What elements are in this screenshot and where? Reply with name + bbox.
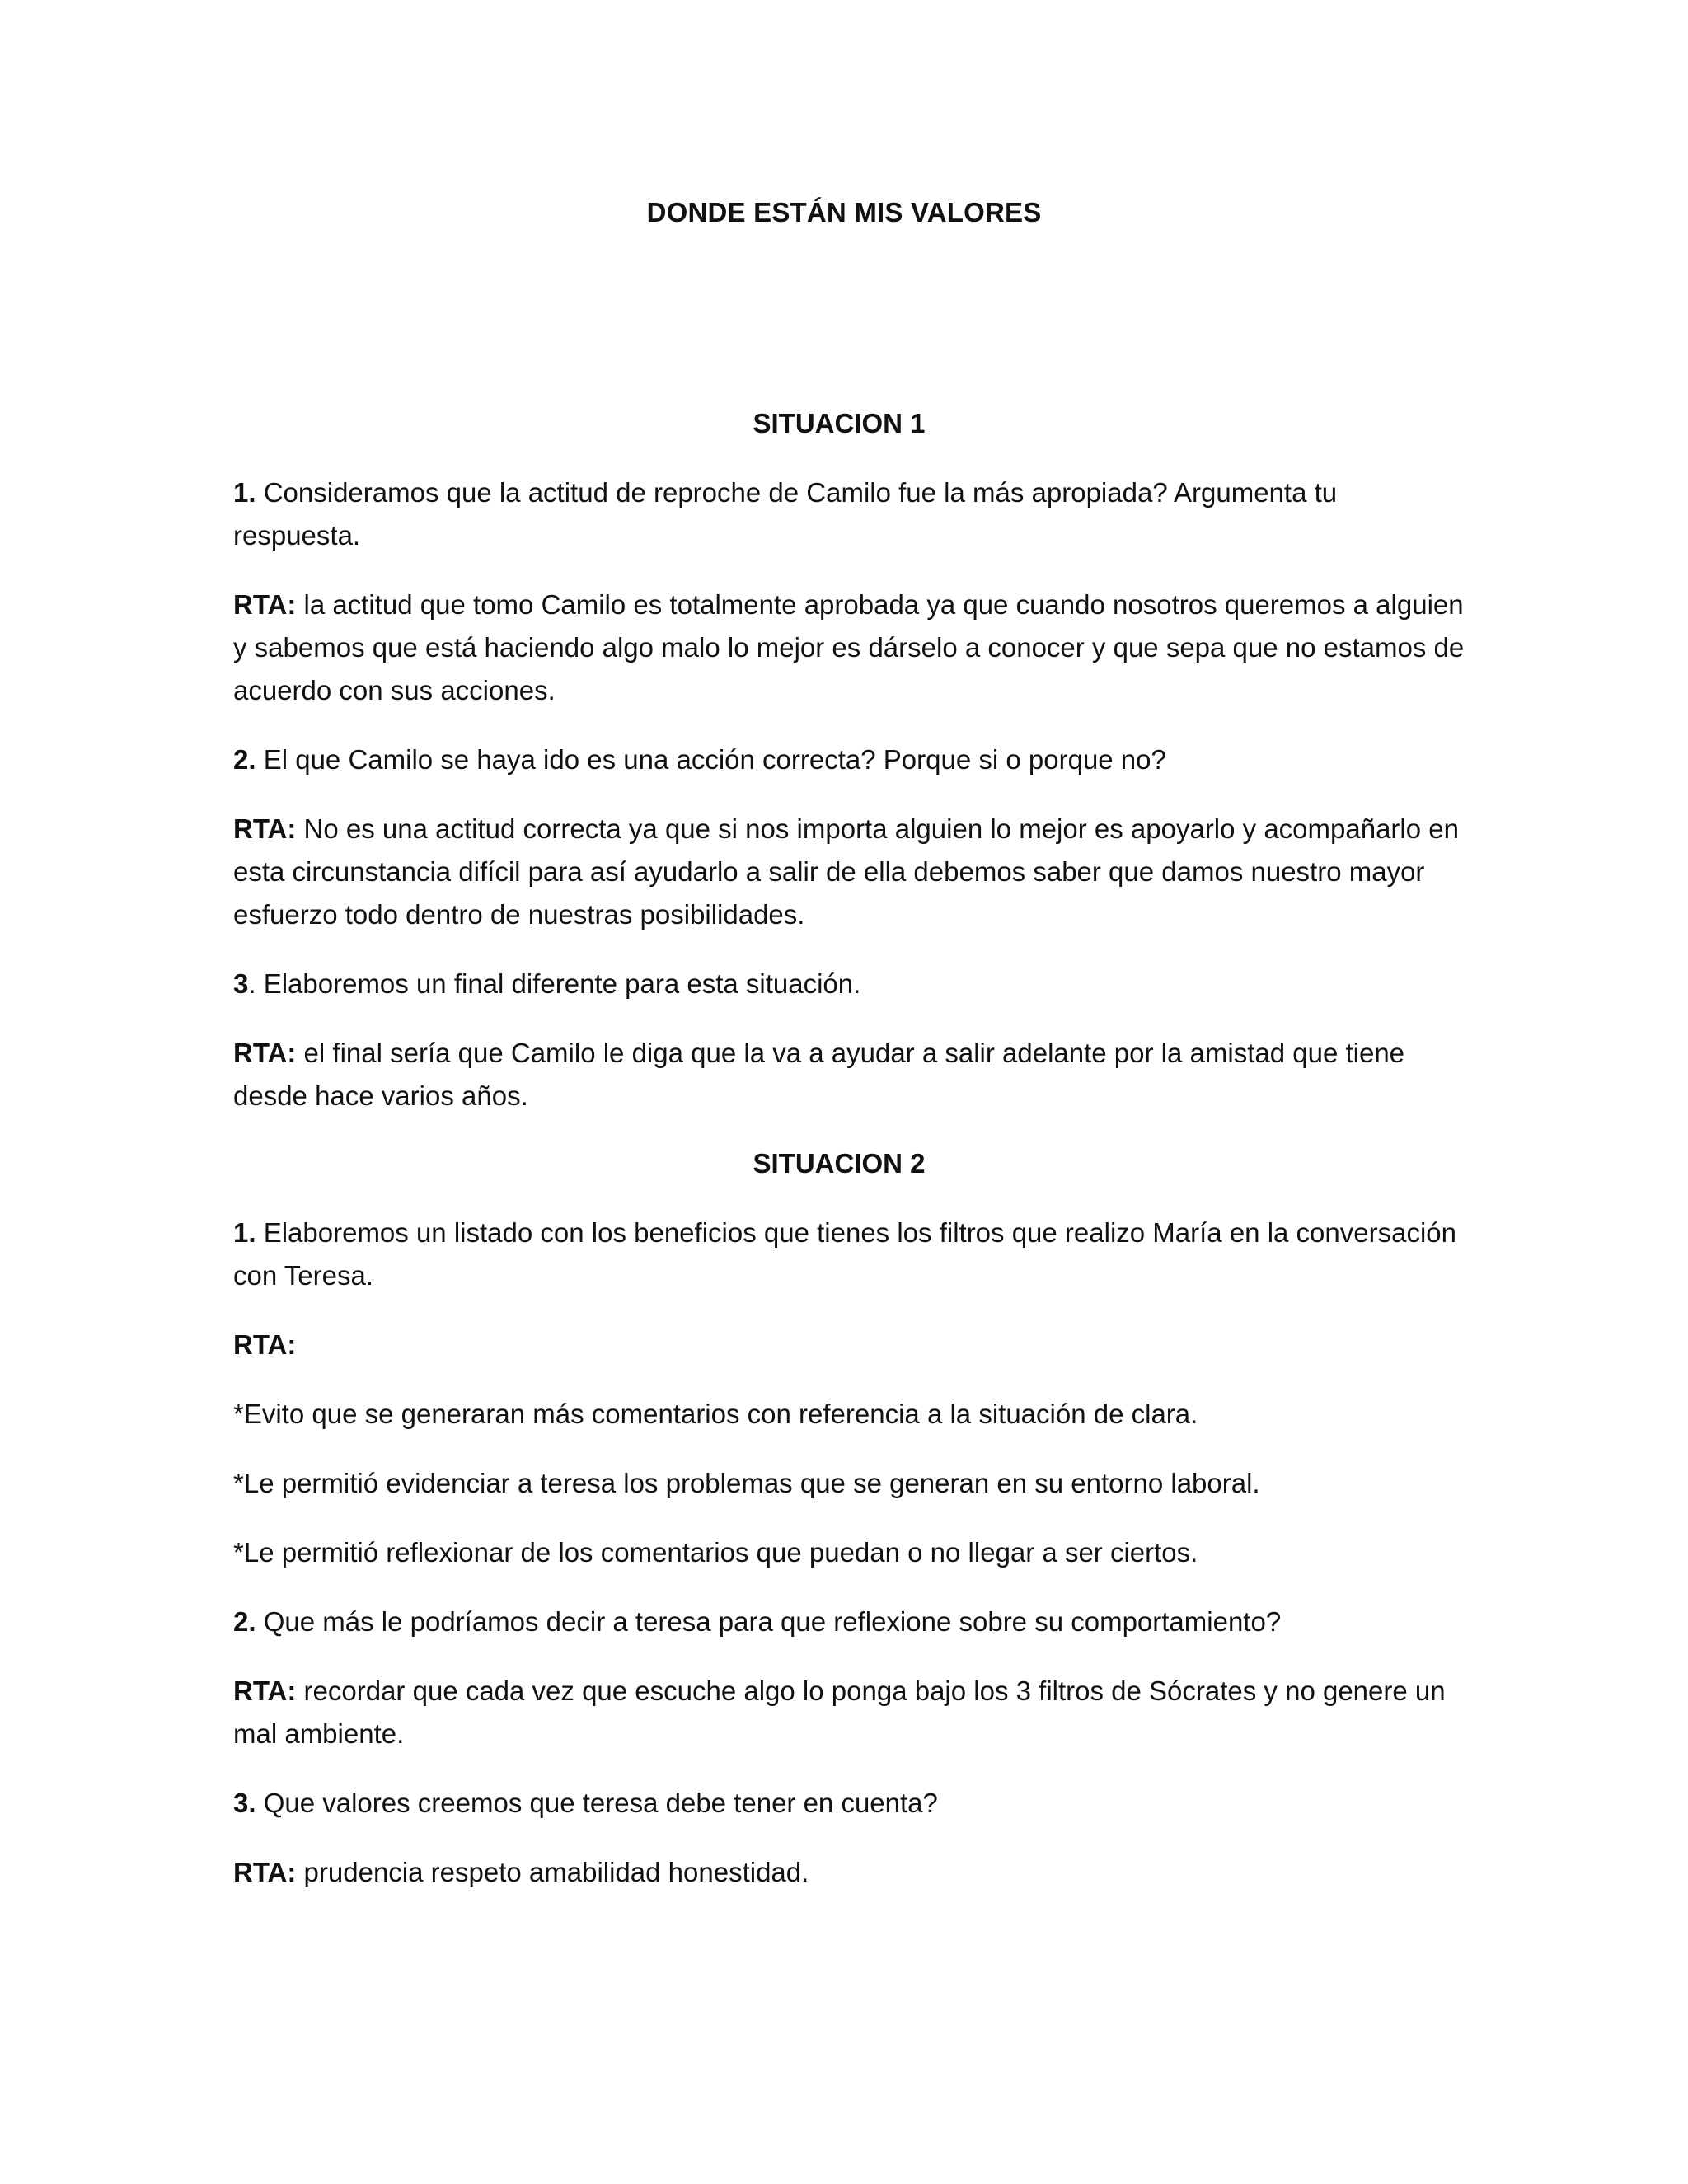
question-text: Elaboremos un listado con los beneficios que tienes los filtros que realizo María en la conversación con Teresa. — [233, 1217, 1456, 1291]
answer-2 — [233, 808, 1470, 936]
question-text: Consideramos que la actitud de reproche de Camilo fue la más apropiada? Argumenta tu respuesta. — [233, 477, 1338, 551]
answer-text: prudencia respeto amabilidad honestidad. — [296, 1857, 809, 1887]
answer-label: RTA: — [233, 813, 297, 844]
section-heading-situacion-2: SITUACION 2 — [753, 1148, 926, 1179]
question-3 — [233, 1782, 1470, 1825]
section-heading-situacion-1: SITUACION 1 — [753, 408, 926, 438]
question-1 — [233, 471, 1470, 557]
answer-3 — [233, 1851, 1470, 1894]
list-item: *Le permitió evidenciar a teresa los problemas que se generan en su entorno laboral. — [233, 1468, 1260, 1498]
question-text: . Elaboremos un final diferente para esta situación. — [248, 968, 861, 999]
question-number: 2. — [233, 1606, 256, 1637]
question-number: 1. — [233, 477, 256, 508]
answer-text: la actitud que tomo Camilo es totalmente aprobada ya que cuando nosotros queremos a alguien y sabemos que está haciendo algo malo lo mejor es dárselo a conocer y que sepa que no estamos de acuerdo con sus acciones. — [233, 589, 1465, 705]
answer-label: RTA: — [233, 1857, 297, 1887]
question-2 — [233, 738, 1470, 781]
question-number: 3 — [233, 968, 249, 999]
question-text: El que Camilo se haya ido es una acción correcta? Porque si o porque no? — [256, 744, 1166, 775]
document-body — [233, 402, 1470, 1920]
list-item: *Le permitió reflexionar de los comentarios que puedan o no llegar a ser ciertos. — [233, 1537, 1198, 1568]
question-number: 3. — [233, 1788, 256, 1818]
question-1 — [233, 1212, 1470, 1297]
answer-label: RTA: — [233, 1038, 297, 1068]
document-title: DONDE ESTÁN MIS VALORES — [646, 197, 1042, 227]
list-item: *Evito que se generaran más comentarios con referencia a la situación de clara. — [233, 1399, 1198, 1429]
answer-label: RTA: — [233, 589, 297, 620]
question-text: Que valores creemos que teresa debe tener en cuenta? — [256, 1788, 938, 1818]
answer-label: RTA: — [233, 1329, 297, 1360]
answer-1 — [233, 1324, 1470, 1366]
answer-text: recordar que cada vez que escuche algo lo ponga bajo los 3 filtros de Sócrates y no genere un mal ambiente. — [233, 1675, 1446, 1749]
question-text: Que más le podríamos decir a teresa para que reflexione sobre su comportamiento? — [256, 1606, 1282, 1637]
answer-1 — [233, 583, 1470, 712]
question-3 — [233, 963, 1470, 1005]
answer-3 — [233, 1032, 1470, 1118]
question-number: 1. — [233, 1217, 256, 1248]
answer-text: el final sería que Camilo le diga que la va a ayudar a salir adelante por la amistad que tiene desde hace varios años. — [233, 1038, 1405, 1111]
answer-2 — [233, 1670, 1470, 1755]
question-2 — [233, 1601, 1470, 1643]
answer-label: RTA: — [233, 1675, 297, 1706]
question-number: 2. — [233, 744, 256, 775]
answer-text: No es una actitud correcta ya que si nos importa alguien lo mejor es apoyarlo y acompañarlo en esta circunstancia difícil para así ayudarlo a salir de ella debemos saber que damos nuestro mayor esfuerzo todo dentro de nuestras posibilidades. — [233, 813, 1459, 930]
